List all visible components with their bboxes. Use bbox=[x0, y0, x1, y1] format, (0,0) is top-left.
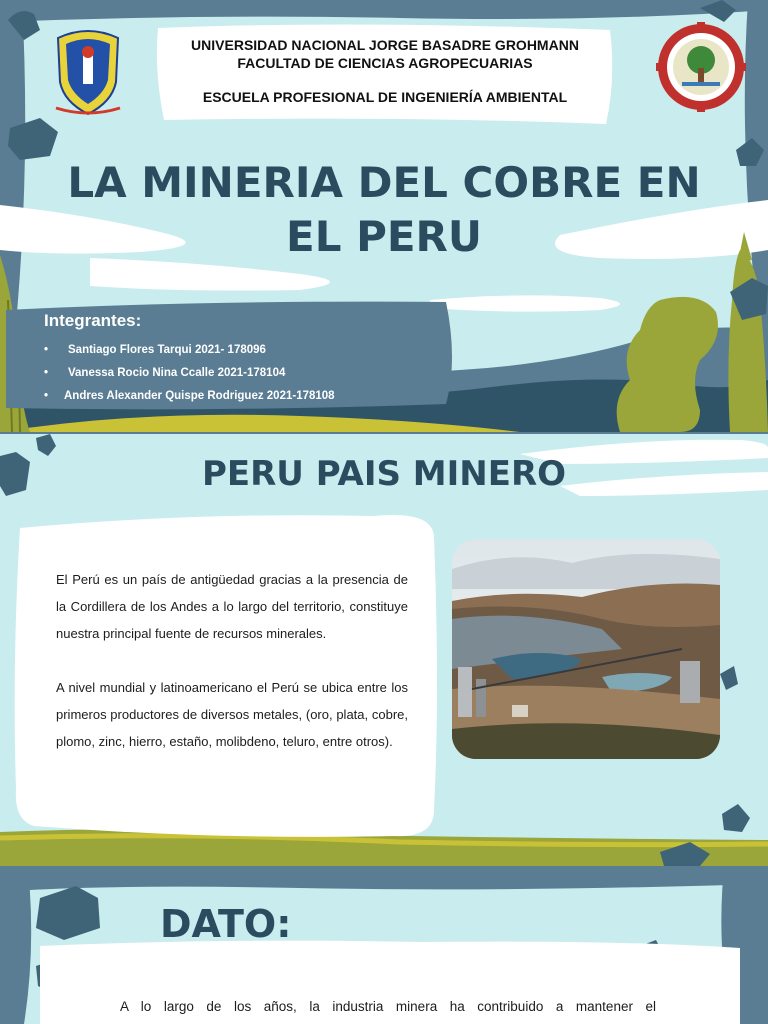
section-title: PERU PAIS MINERO bbox=[201, 454, 567, 494]
school-logo bbox=[656, 22, 746, 112]
header-text bbox=[154, 36, 616, 106]
list-item bbox=[44, 361, 444, 384]
paragraph-1: El Perú es un país de antigüedad gracias a la presencia de la Cordillera de los Andes a lo largo del territorio, constituye nuestra principal fuente de recursos minerales. bbox=[56, 572, 408, 641]
dato-text: A lo largo de los años, la industria minera ha contribuido a mantener el bbox=[120, 999, 656, 1014]
bullet: • bbox=[44, 366, 49, 379]
member-name: Andres Alexander Quispe Rodriguez 2021-178108 bbox=[64, 389, 335, 402]
members-list bbox=[44, 338, 444, 407]
mine-photo bbox=[452, 539, 720, 759]
list-item bbox=[44, 384, 444, 407]
member-name: Vanessa Rocio Nina Ccalle 2021-178104 bbox=[68, 366, 286, 379]
university-name: UNIVERSIDAD NACIONAL JORGE BASADRE GROHMANN bbox=[191, 37, 579, 53]
bullet: • bbox=[44, 389, 49, 402]
text-card bbox=[56, 566, 408, 755]
title-line-2: EL PERU bbox=[286, 212, 482, 261]
slide-title bbox=[0, 0, 768, 432]
title-line-1: LA MINERIA DEL COBRE EN bbox=[67, 158, 701, 207]
university-logo bbox=[52, 24, 124, 116]
member-name: Santiago Flores Tarqui 2021- 178096 bbox=[68, 343, 266, 356]
dato-title: DATO: bbox=[160, 902, 292, 946]
paragraph-2: A nivel mundial y latinoamericano el Perú se ubica entre los primeros productores de diversos metales, (oro, plata, cobre, plomo, zinc, hierro, estaño, molibdeno, telurо, entre otros). bbox=[56, 680, 408, 749]
presentation-title bbox=[60, 156, 708, 264]
slide-dato bbox=[0, 868, 768, 1024]
members-heading: Integrantes: bbox=[44, 311, 142, 330]
bullet: • bbox=[44, 343, 49, 356]
slide-peru-mining bbox=[0, 434, 768, 866]
school-name: ESCUELA PROFESIONAL DE INGENIERÍA AMBIENTAL bbox=[202, 89, 568, 105]
faculty-name: FACULTAD DE CIENCIAS AGROPECUARIAS bbox=[237, 55, 533, 71]
list-item bbox=[44, 338, 444, 361]
